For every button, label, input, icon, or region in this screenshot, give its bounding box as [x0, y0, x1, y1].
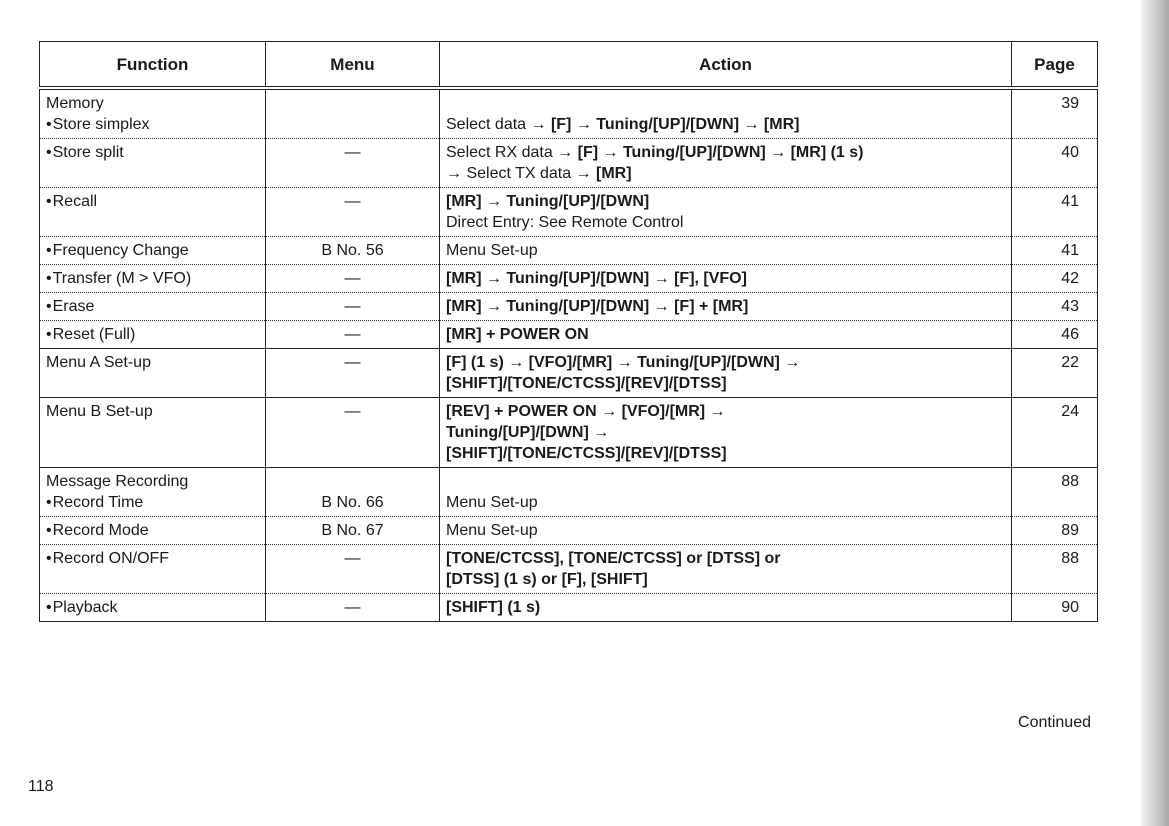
- menu-cell: B No. 67: [266, 517, 440, 545]
- function-cell: [40, 594, 266, 622]
- page-cell: 90: [1012, 594, 1098, 622]
- action-text: Direct Entry: See Remote Control: [446, 214, 684, 231]
- function-cell: [40, 398, 266, 468]
- action-cell: [440, 594, 1012, 622]
- function-label: • Erase: [46, 298, 94, 315]
- function-label: • Store split: [46, 144, 124, 161]
- action-cell: [440, 517, 1012, 545]
- function-cell: [40, 321, 266, 349]
- action-cell: [440, 545, 1012, 594]
- menu-cell: —: [266, 321, 440, 349]
- menu-cell: —: [266, 398, 440, 468]
- function-cell: [40, 265, 266, 293]
- action-text: Menu Set-up: [446, 522, 538, 539]
- menu-cell: —: [266, 594, 440, 622]
- header-action: Action: [440, 42, 1012, 89]
- action-keys: [F] → Tuning/[UP]/[DWN] → [MR] (1 s): [577, 144, 864, 161]
- page-number: 118: [28, 778, 54, 795]
- action-cell: [440, 188, 1012, 237]
- function-reference-table: [39, 41, 1098, 622]
- function-cell: [40, 188, 266, 237]
- action-keys: [DTSS] (1 s) or [F], [SHIFT]: [446, 571, 648, 588]
- action-cell: [440, 321, 1012, 349]
- function-cell: [40, 88, 266, 139]
- function-label: • Record Time: [46, 494, 143, 511]
- function-label: • Record Mode: [46, 522, 149, 539]
- header-function: Function: [40, 42, 266, 89]
- menu-cell: —: [266, 349, 440, 398]
- action-keys: [TONE/CTCSS], [TONE/CTCSS] or [DTSS] or: [446, 550, 781, 567]
- group-title: Menu A Set-up: [46, 354, 151, 371]
- function-label: • Reset (Full): [46, 326, 135, 343]
- action-cell: [440, 237, 1012, 265]
- action-keys: [F] → Tuning/[UP]/[DWN] → [MR]: [550, 116, 800, 133]
- function-cell: [40, 237, 266, 265]
- header-menu: Menu: [266, 42, 440, 89]
- table-row: [40, 139, 1098, 188]
- table-row: [40, 545, 1098, 594]
- table-row: [40, 188, 1098, 237]
- page-cell: 88: [1012, 545, 1098, 594]
- table-row: [40, 237, 1098, 265]
- continued-note: Continued: [1018, 714, 1091, 731]
- menu-cell: —: [266, 293, 440, 321]
- action-keys: [SHIFT] (1 s): [446, 599, 541, 616]
- action-keys: Tuning/[UP]/[DWN] →: [446, 424, 610, 441]
- action-cell: [440, 349, 1012, 398]
- function-label: • Playback: [46, 599, 118, 616]
- action-cell: [440, 468, 1012, 517]
- table-row: [40, 398, 1098, 468]
- menu-cell: [266, 88, 440, 139]
- page-cell: 46: [1012, 321, 1098, 349]
- menu-cell: —: [266, 265, 440, 293]
- table-row: [40, 468, 1098, 517]
- function-cell: [40, 468, 266, 517]
- menu-cell: —: [266, 188, 440, 237]
- page-cell: 41: [1012, 237, 1098, 265]
- page-cell: 41: [1012, 188, 1098, 237]
- page-cell: 89: [1012, 517, 1098, 545]
- function-cell: [40, 139, 266, 188]
- table-row: [40, 265, 1098, 293]
- action-keys: [F] (1 s) → [VFO]/[MR] → Tuning/[UP]/[DWN] →: [446, 354, 801, 371]
- action-keys: [MR] → Tuning/[UP]/[DWN]: [446, 193, 650, 210]
- action-keys: [MR] → Tuning/[UP]/[DWN] → [F], [VFO]: [446, 270, 747, 287]
- group-title: Memory: [46, 95, 104, 112]
- menu-cell: B No. 56: [266, 237, 440, 265]
- action-keys: [REV] + POWER ON → [VFO]/[MR] →: [446, 403, 726, 420]
- table-row: [40, 88, 1098, 139]
- action-keys: [SHIFT]/[TONE/CTCSS]/[REV]/[DTSS]: [446, 375, 727, 392]
- action-text: Select RX data →: [446, 144, 578, 161]
- table-row: [40, 517, 1098, 545]
- table-row: [40, 349, 1098, 398]
- action-cell: [440, 293, 1012, 321]
- action-text: → Select TX data →: [446, 165, 596, 182]
- table-row: [40, 594, 1098, 622]
- action-text: Menu Set-up: [446, 242, 538, 259]
- function-label: • Transfer (M > VFO): [46, 270, 191, 287]
- function-label: • Record ON/OFF: [46, 550, 169, 567]
- function-label: • Store simplex: [46, 116, 150, 133]
- table-header-row: [40, 42, 1098, 89]
- table-row: [40, 321, 1098, 349]
- header-page: Page: [1012, 42, 1098, 89]
- function-cell: [40, 349, 266, 398]
- menu-cell: —: [266, 139, 440, 188]
- action-keys: [MR]: [596, 165, 632, 182]
- action-text: Menu Set-up: [446, 494, 538, 511]
- action-keys: [MR] + POWER ON: [446, 326, 589, 343]
- page-cell: 24: [1012, 398, 1098, 468]
- group-title: Message Recording: [46, 473, 189, 490]
- function-cell: [40, 293, 266, 321]
- action-cell: [440, 88, 1012, 139]
- menu-cell: —: [266, 545, 440, 594]
- page-cell: 42: [1012, 265, 1098, 293]
- action-keys: [MR] → Tuning/[UP]/[DWN] → [F] + [MR]: [446, 298, 749, 315]
- page-cell: 43: [1012, 293, 1098, 321]
- function-label: • Frequency Change: [46, 242, 189, 259]
- action-keys: [SHIFT]/[TONE/CTCSS]/[REV]/[DTSS]: [446, 445, 727, 462]
- menu-value: B No. 66: [321, 494, 384, 511]
- table-row: [40, 293, 1098, 321]
- action-text: Select data →: [446, 116, 551, 133]
- page-edge-shadow: [1141, 0, 1169, 826]
- group-title: Menu B Set-up: [46, 403, 153, 420]
- function-label: • Recall: [46, 193, 97, 210]
- action-cell: [440, 265, 1012, 293]
- function-cell: [40, 545, 266, 594]
- page-cell: 39: [1012, 88, 1098, 139]
- page-cell: 40: [1012, 139, 1098, 188]
- page-cell: 22: [1012, 349, 1098, 398]
- function-cell: [40, 517, 266, 545]
- page-cell: 88: [1012, 468, 1098, 517]
- menu-cell: [266, 468, 440, 517]
- action-cell: [440, 139, 1012, 188]
- action-cell: [440, 398, 1012, 468]
